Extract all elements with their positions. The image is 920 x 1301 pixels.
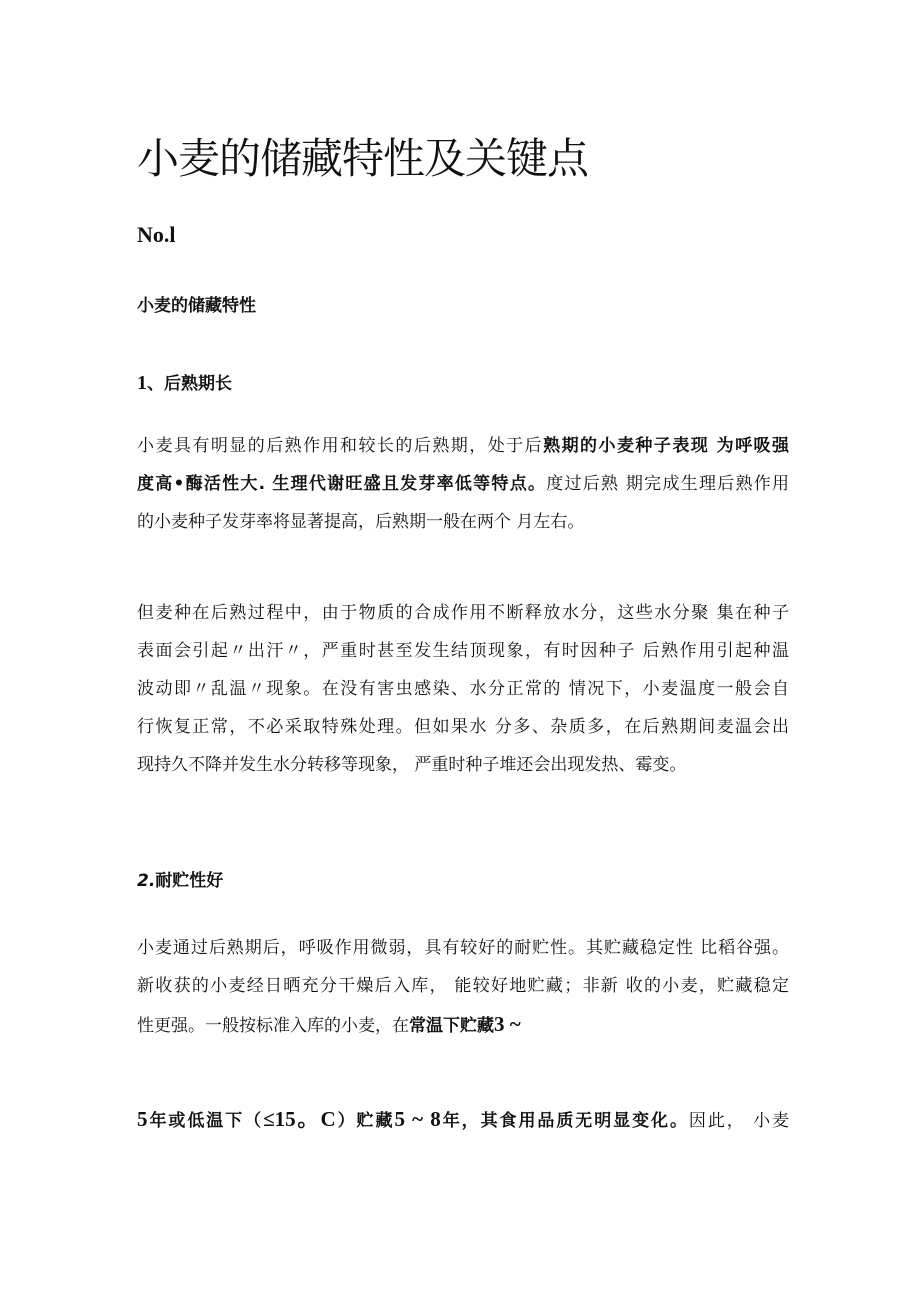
subheading-2-number: 2. xyxy=(137,871,156,891)
paragraph-1-line-2 xyxy=(137,465,789,503)
paragraph-1-line-1-text: 小麦具有明显的后熟作用和较长的后熟期，处于后 xyxy=(137,436,544,456)
paragraph-4-text-e: 因此， 小麦 xyxy=(688,1111,789,1131)
paragraph-3-line-3-text: 性更强。一般按标准入库的小麦，在 xyxy=(137,1016,409,1036)
paragraph-4 xyxy=(137,1100,789,1140)
paragraph-1 xyxy=(137,427,789,541)
paragraph-1-line-3: 的小麦种子发芽率将显著提高，后熟期一般在两个 月左右。 xyxy=(137,512,585,532)
subheading-2-label: 耐贮性好 xyxy=(155,871,224,891)
paragraph-4-number-5: 5 xyxy=(137,1107,148,1131)
paragraph-1-line-1-bold: 熟期的小麦种子表现 为呼吸强 xyxy=(543,436,789,456)
paragraph-4-number-range: 5 ~ 8 xyxy=(394,1107,441,1131)
document-title: 小麦的储藏特性及关键点 xyxy=(137,134,589,183)
paragraph-3-line-2: 新收获的小麦经日晒充分干燥后入库， 能较好地贮藏；非新 收的小麦，贮藏稳定 xyxy=(137,976,789,996)
paragraph-3 xyxy=(137,929,789,1045)
subheading-1-separator: 、 xyxy=(147,374,164,394)
subheading-2 xyxy=(137,866,223,891)
paragraph-4-line-1 xyxy=(137,1100,789,1140)
paragraph-4-temperature: ≤15。C xyxy=(263,1107,336,1131)
subheading-1-number: 1 xyxy=(137,372,147,394)
paragraph-2-line-2: 表面会引起〃出汗〃，严重时甚至发生结顶现象，有时因种子 后熟作用引起种温 xyxy=(137,641,789,661)
paragraph-2 xyxy=(137,594,789,784)
section-number: No.l xyxy=(137,222,176,247)
paragraph-4-text-c: ）贮藏 xyxy=(335,1111,395,1131)
paragraph-2-line-1: 但麦种在后熟过程中，由于物质的合成作用不断释放水分，这些水分聚 集在种子 xyxy=(137,603,789,623)
paragraph-2-line-5: 现持久不降并发生水分转移等现象， 严重时种子堆还会出现发热、霉变。 xyxy=(137,755,687,775)
paragraph-1-line-2-bold: 度高•酶活性大. 生理代谢旺盛且发芽率低等特点。 xyxy=(137,474,547,494)
subheading-1 xyxy=(137,369,232,395)
paragraph-2-line-3: 波动即〃乱温〃现象。在没有害虫感染、水分正常的 情况下，小麦温度一般会自 xyxy=(137,679,789,699)
paragraph-4-text-d: 年，其食用品质无明显变化。 xyxy=(440,1111,689,1131)
paragraph-1-line-1 xyxy=(137,427,789,465)
section-heading: 小麦的储藏特性 xyxy=(137,296,256,316)
paragraph-3-line-3-bold: 常温下贮藏 xyxy=(409,1016,494,1036)
paragraph-3-line-3-number: 3 ~ xyxy=(494,1012,521,1036)
subheading-1-label: 后熟期长 xyxy=(164,374,232,394)
paragraph-3-line-1: 小麦通过后熟期后，呼吸作用微弱，具有较好的耐贮性。其贮藏稳定性 比稻谷强。 xyxy=(137,938,789,958)
paragraph-3-line-3 xyxy=(137,1005,789,1045)
paragraph-1-line-2-text: 度过后熟 期完成生理后熟作用 xyxy=(546,474,789,494)
paragraph-4-text-a: 年或低温下（ xyxy=(147,1111,264,1131)
paragraph-2-line-4: 行恢复正常，不必采取特殊处理。但如果水 分多、杂质多，在后熟期间麦温会出 xyxy=(137,717,789,737)
